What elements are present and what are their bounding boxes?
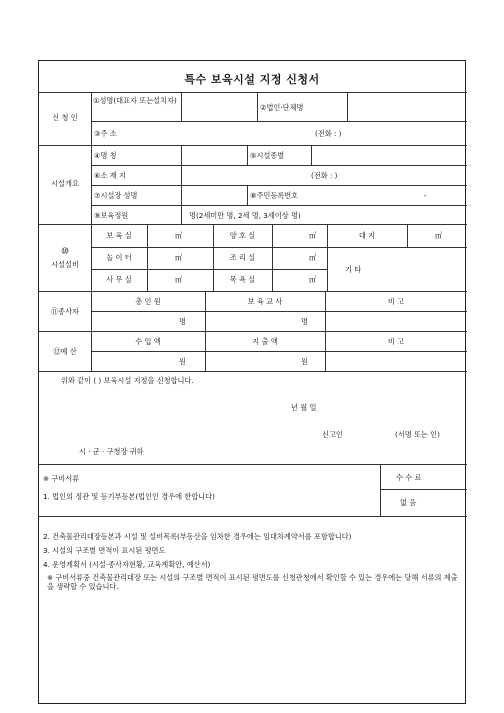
capacity-label: ⑨보육정원 xyxy=(94,211,129,220)
location-phone: (전화 : ) xyxy=(311,171,338,180)
divider xyxy=(39,224,467,225)
equipment-room: 대 지 xyxy=(358,231,376,240)
divider xyxy=(39,291,467,292)
divider xyxy=(407,224,408,247)
divider xyxy=(181,92,182,121)
facility-type-label: ⑤시설종별 xyxy=(250,151,285,160)
form-title: 특수 보육시설 지정 신청서 xyxy=(184,73,320,86)
divider xyxy=(39,516,467,517)
location-label: ⑥소 재 지 xyxy=(94,171,126,180)
documents-header: ※ 구비서류 xyxy=(43,474,80,483)
equipment-room: 양 호 실 xyxy=(229,231,256,240)
equipment-room: 놀 이 터 xyxy=(106,253,132,262)
signature-note: (서명 또는 인) xyxy=(395,430,440,439)
divider xyxy=(181,205,182,224)
address-label: ③주 소 xyxy=(94,129,117,138)
divider xyxy=(91,351,467,352)
equipment-room: 목 욕 실 xyxy=(229,275,256,284)
divider xyxy=(347,92,348,121)
divider xyxy=(91,205,467,206)
divider xyxy=(181,145,182,165)
budget-expense-header: 지 출 액 xyxy=(252,337,278,346)
divider xyxy=(247,145,248,165)
equipment-unit: ㎡ xyxy=(435,231,443,240)
budget-expense-unit: 원 xyxy=(301,357,308,366)
divider xyxy=(39,464,467,465)
staff-remarks-header: 비 고 xyxy=(387,297,405,306)
applicant-name-label: ①성명(대표자 또는설치자) xyxy=(93,96,177,105)
staff-total-unit: 명 xyxy=(179,317,186,326)
signer-label: 신고인 xyxy=(322,430,343,439)
staff-teacher-unit: 명 xyxy=(301,317,308,326)
document-item: 4. 운영계획서 (시설·종사자현황, 교육계획안, 예산서) xyxy=(43,560,211,569)
date-line: 년 월 일 xyxy=(291,403,317,412)
equipment-unit: ㎡ xyxy=(309,231,317,240)
application-statement: 위와 같이 ( ) 보육시설 지정을 신청합니다. xyxy=(61,376,194,385)
address-phone: (전화 : ) xyxy=(315,129,342,138)
divider xyxy=(272,224,273,291)
divider xyxy=(380,464,381,516)
divider xyxy=(181,165,182,205)
equipment-section-num: ⑩ xyxy=(60,247,70,257)
equipment-other-label: 기 타 xyxy=(345,265,362,274)
staff-teacher-header: 보 육 교 사 xyxy=(247,297,283,306)
divider xyxy=(91,269,327,270)
equipment-room: 사 무 실 xyxy=(106,275,132,284)
rrn-dash: - xyxy=(424,191,427,200)
capacity-value: 명(2세미만 명, 2세 명, 3세이상 명) xyxy=(189,211,301,220)
divider xyxy=(39,371,467,372)
facility-section-label: 시설개요 xyxy=(51,179,79,188)
divider xyxy=(147,224,148,291)
applicant-section-label: 신 청 인 xyxy=(52,113,78,122)
divider xyxy=(380,489,467,490)
equipment-section-label: 시설설비 xyxy=(51,260,79,269)
facility-name-label: ④명 칭 xyxy=(94,151,117,160)
staff-total-header: 총 인 원 xyxy=(135,297,161,306)
divider xyxy=(39,331,467,332)
divider xyxy=(247,185,248,205)
fee-value: 없 음 xyxy=(400,498,417,507)
equipment-unit: ㎡ xyxy=(309,275,317,284)
divider xyxy=(91,311,467,312)
equipment-unit: ㎡ xyxy=(175,253,183,262)
budget-section-label: ⑫예 산 xyxy=(53,347,77,356)
corp-name-label: ②법인·단체명 xyxy=(260,103,304,112)
document-item: 3. 시설의 구조별 면적이 표시된 평면도 xyxy=(43,546,166,555)
document-item: 1. 법인의 정관 및 등기부등본(법인인 경우에 한합니다) xyxy=(43,492,215,501)
divider xyxy=(39,145,467,146)
rrn-label: ⑧주민등록번호 xyxy=(250,191,299,200)
fee-label: 수 수 료 xyxy=(396,473,422,482)
equipment-room: 보 육 실 xyxy=(106,231,132,240)
staff-section-label: ⑪종사자 xyxy=(50,307,80,316)
divider xyxy=(91,165,467,166)
documents-note: ※ 구비서류중 건축물관리대장 또는 시설의 구조별 면적이 표시된 평면도를 신청관청에서 확인할 수 있는 경우에는 당해 서류의 제출을 생략할 수 있습니다. xyxy=(47,573,458,591)
recipient-line: 시 · 군 · 구청장 귀하 xyxy=(79,447,144,456)
divider xyxy=(91,121,467,122)
equipment-unit: ㎡ xyxy=(175,275,183,284)
divider xyxy=(311,145,312,165)
budget-income-header: 수 입 액 xyxy=(135,337,161,346)
divider xyxy=(257,92,258,121)
divider xyxy=(39,92,467,93)
document-item: 2. 건축물관리대장등본과 시설 및 설비목록(부동산을 임차한 경우에는 임대차계약서를 포함합니다) xyxy=(43,532,352,541)
facility-head-label: ⑦시설장 성명 xyxy=(94,191,138,200)
divider xyxy=(91,185,467,186)
equipment-unit: ㎡ xyxy=(309,253,317,262)
budget-remarks-header: 비 고 xyxy=(387,337,405,346)
application-form xyxy=(38,60,466,704)
budget-income-unit: 원 xyxy=(179,357,186,366)
equipment-room: 조 리 실 xyxy=(229,253,256,262)
equipment-unit: ㎡ xyxy=(175,231,183,240)
